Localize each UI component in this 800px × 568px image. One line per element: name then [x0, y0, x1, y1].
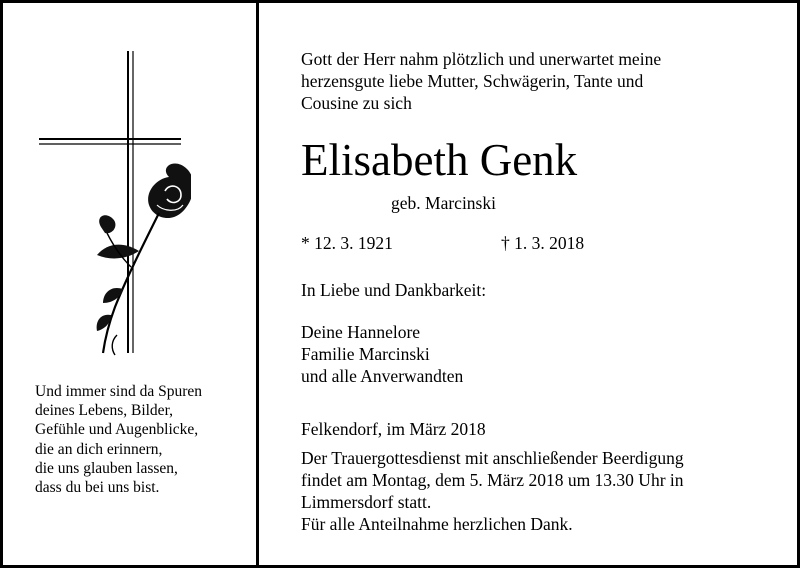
place-date: Felkendorf, im März 2018 — [301, 419, 486, 439]
service-info: Der Trauergottesdienst mit anschließender Beerdigung findet am Montag, dem 5. März 2018 um 13.30 Uhr in Limmersdorf statt. Für alle Anteilnahme herzlichen Dank. — [301, 448, 684, 534]
deceased-name: Elisabeth Genk — [301, 135, 578, 185]
gratitude-line: In Liebe und Dankbarkeit: — [301, 280, 487, 300]
poem-text: Und immer sind da Spuren deines Lebens, Bilder, Gefühle und Augenblicke, die an dich erinnern, die uns glauben lassen, dass du bei uns bist. — [35, 383, 203, 497]
cross-with-rose-icon — [31, 45, 191, 360]
maiden-name: geb. Marcinski — [391, 193, 496, 213]
death-date: † 1. 3. 2018 — [501, 233, 585, 253]
intro-text: Gott der Herr nahm plötzlich und unerwartet meine herzensgute liebe Mutter, Schwägerin, Tante und Cousine zu sich — [301, 49, 662, 113]
column-divider — [256, 3, 259, 565]
mourners-list: Deine Hannelore Familie Marcinski und alle Anverwandten — [301, 322, 464, 386]
left-column — [3, 3, 256, 565]
birth-date: * 12. 3. 1921 — [301, 233, 393, 253]
rose-icon — [97, 164, 191, 355]
